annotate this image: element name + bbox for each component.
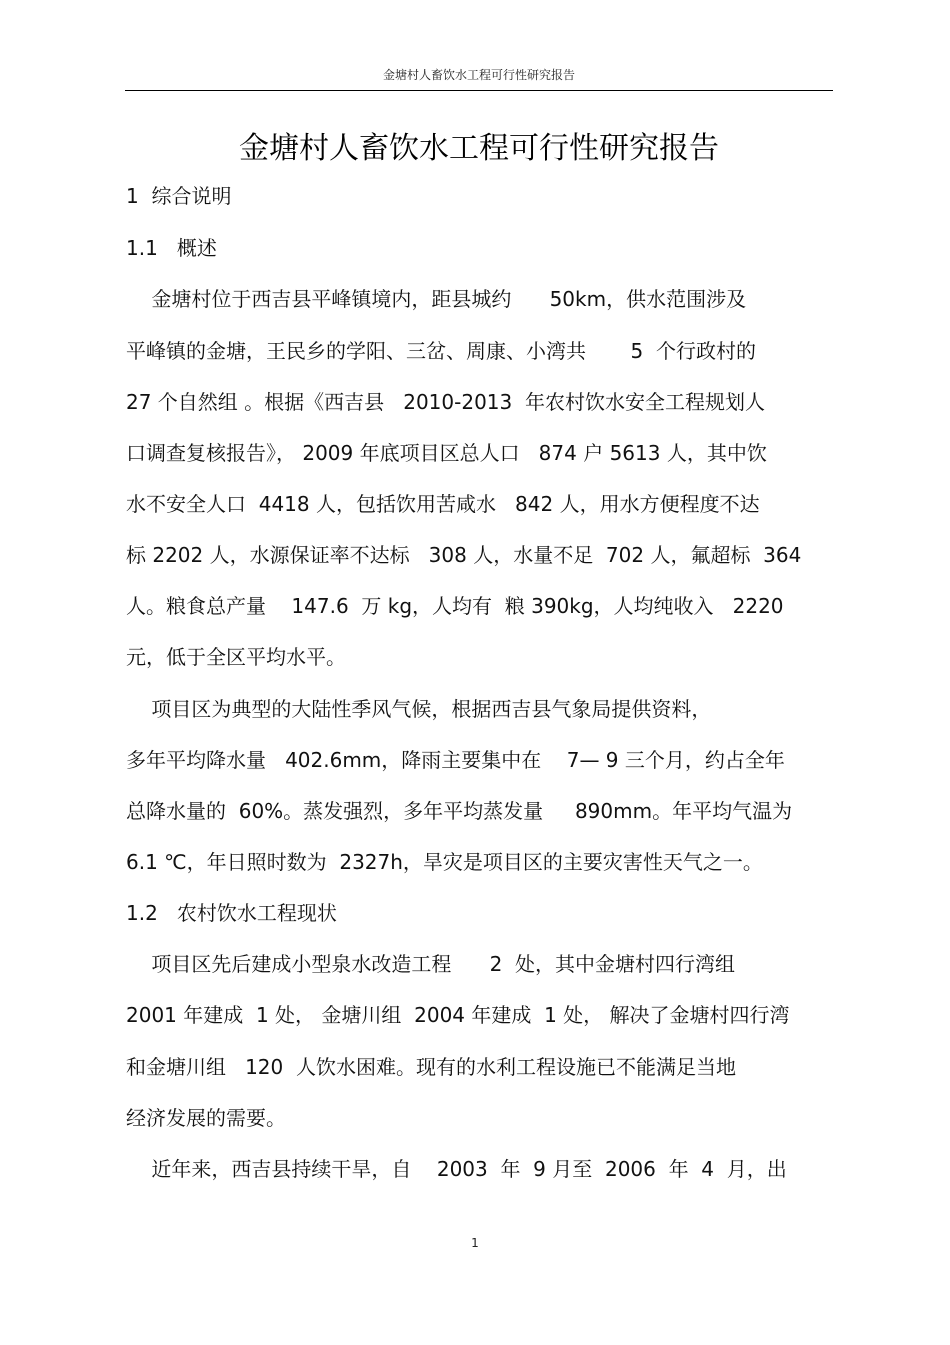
heading-1-1: 1.1 概述 [126,236,217,260]
body-line: 水不安全人口 4418 人，包括饮用苦咸水 842 人，用水方便程度不达 [126,492,760,516]
body-line: 和金塘川组 120 人饮水困难。现有的水利工程设施已不能满足当地 [126,1055,736,1079]
body-line: 平峰镇的金塘，王民乡的学阳、三岔、周康、小湾共 5 个行政村的 [126,339,756,363]
body-line: 项目区先后建成小型泉水改造工程 2 处，其中金塘村四行湾组 [126,952,736,976]
heading-1: 1 综合说明 [126,184,232,208]
body-line: 总降水量的 60%。蒸发强烈，多年平均蒸发量 890mm。年平均气温为 [126,799,793,823]
body-line: 项目区为典型的大陆性季风气候，根据西吉县气象局提供资料， [126,697,712,721]
running-header: 金塘村人畜饮水工程可行性研究报告 [382,68,575,82]
body-line: 金塘村位于西吉县平峰镇境内，距县城约 50km，供水范围涉及 [126,287,747,311]
body-line: 元，低于全区平均水平。 [126,645,346,669]
heading-1-2: 1.2 农村饮水工程现状 [126,901,337,925]
body-line: 标 2202 人，水源保证率不达标 308 人，水量不足 702 人，氟超标 364 [126,543,802,567]
body-line: 经济发展的需要。 [126,1106,286,1130]
body-line: 6.1 ℃，年日照时数为 2327h，旱灾是项目区的主要灾害性天气之一。 [126,850,763,874]
body-line: 人。粮食总产量 147.6 万 kg，人均有 粮 390kg，人均纯收入 2220 [126,594,784,618]
body-line: 近年来，西吉县持续干旱，自 2003 年 9 月至 2006 年 4 月，出 [126,1157,787,1181]
body-line: 2001 年建成 1 处， 金塘川组 2004 年建成 1 处， 解决了金塘村四行湾 [126,1003,790,1027]
page-number: 1 [471,1236,479,1250]
body-line: 27 个自然组 。根据《西吉县 2010-2013 年农村饮水安全工程规划人 [126,390,765,414]
document-title: 金塘村人畜饮水工程可行性研究报告 [239,131,719,166]
body-line: 多年平均降水量 402.6mm，降雨主要集中在 7— 9 三个月，约占全年 [126,748,785,772]
body-line: 口调查复核报告》， 2009 年底项目区总人口 874 户 5613 人，其中饮 [126,441,767,465]
header-rule [125,90,833,91]
